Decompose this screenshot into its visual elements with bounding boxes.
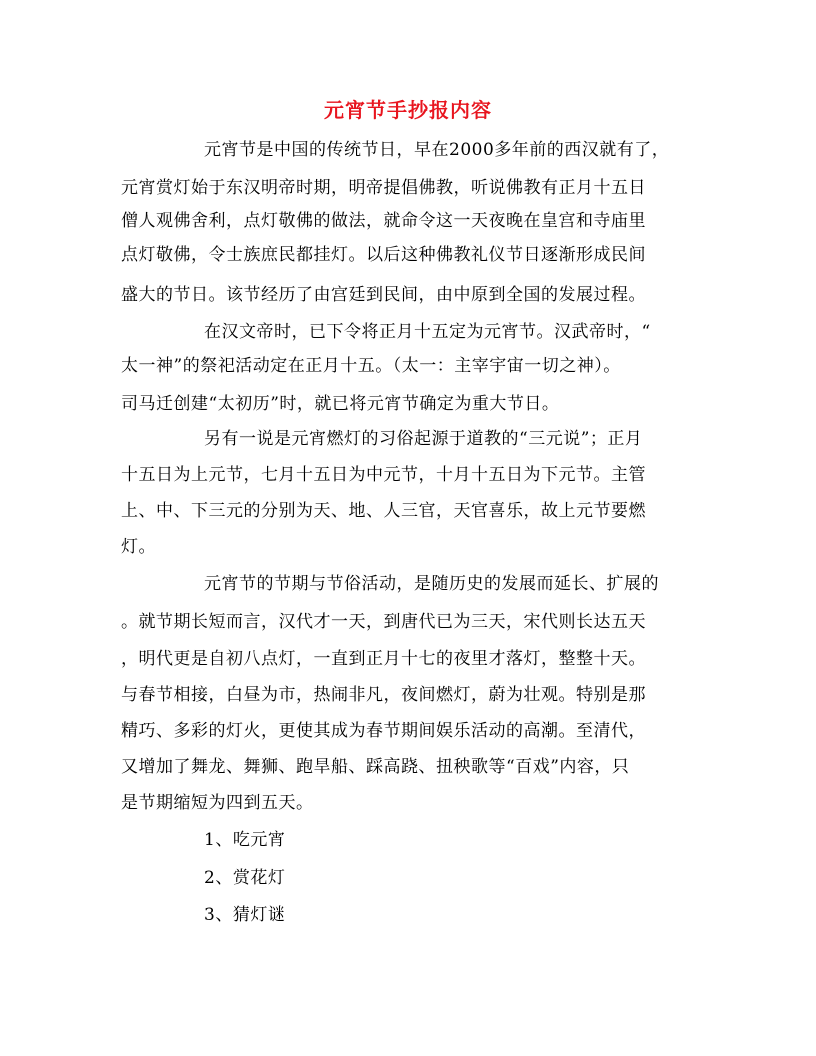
paragraph-line: 元宵赏灯始于东汉明帝时期，明帝提倡佛教，听说佛教有正月十五日 <box>121 178 646 198</box>
paragraph-line: 司马迁创建“太初历”时，就已将元宵节确定为重大节日。 <box>121 394 560 414</box>
paragraph-line: 是节期缩短为四到五天。 <box>121 793 314 813</box>
paragraph-line: 与春节相接，白昼为市，热闹非凡，夜间燃灯，蔚为壮观。特别是那 <box>121 685 646 705</box>
paragraph-line: 十五日为上元节，七月十五日为中元节，十月十五日为下元节。主管 <box>121 465 646 485</box>
paragraph-line: 。就节期长短而言，汉代才一天，到唐代已为三天，宋代则长达五天 <box>121 612 646 632</box>
list-item: 2、赏花灯 <box>204 868 286 888</box>
paragraph-line: 在汉文帝时，已下令将正月十五定为元宵节。汉武帝时，“ <box>204 322 651 342</box>
list-item: 3、猜灯谜 <box>204 905 286 925</box>
paragraph-line: ，明代更是自初八点灯，一直到正月十七的夜里才落灯，整整十天。 <box>121 649 646 669</box>
paragraph-line: 盛大的节日。该节经历了由宫廷到民间，由中原到全国的发展过程。 <box>121 285 646 305</box>
paragraph-line: 点灯敬佛，令士族庶民都挂灯。以后这种佛教礼仪节日逐渐形成民间 <box>121 245 646 265</box>
paragraph-line: 元宵节的节期与节俗活动，是随历史的发展而延长、扩展的 <box>204 574 659 594</box>
list-item: 1、吃元宵 <box>204 830 286 850</box>
page-title: 元宵节手抄报内容 <box>324 98 492 122</box>
paragraph-line: 上、中、下三元的分别为天、地、人三官，天官喜乐，故上元节要燃 <box>121 501 646 521</box>
paragraph-line: 元宵节是中国的传统节日，早在2000多年前的西汉就有了， <box>204 140 670 160</box>
paragraph-line: 精巧、多彩的灯火，更使其成为春节期间娱乐活动的高潮。至清代， <box>121 721 646 741</box>
paragraph-line: 又增加了舞龙、舞狮、跑旱船、踩高跷、扭秧歌等“百戏”内容，只 <box>121 757 630 777</box>
paragraph-line: 太一神”的祭祀活动定在正月十五。（太一：主宰宇宙一切之神）。 <box>121 356 621 376</box>
paragraph-line: 另有一说是元宵燃灯的习俗起源于道教的“三元说”；正月 <box>204 429 643 449</box>
paragraph-line: 灯。 <box>121 537 156 557</box>
paragraph-line: 僧人观佛舍利，点灯敬佛的做法，就命令这一天夜晚在皇宫和寺庙里 <box>121 211 646 231</box>
